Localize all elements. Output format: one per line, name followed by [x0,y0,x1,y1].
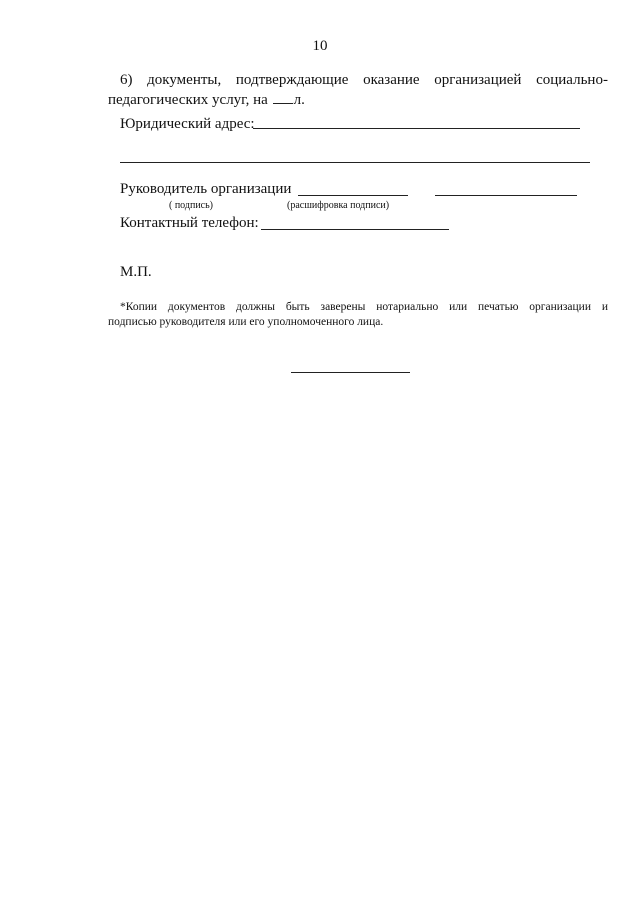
item6-line1 [120,72,608,89]
year-blank [273,91,293,104]
item6-word: подтверждающие [235,72,349,88]
signature-decoding-line [435,195,577,196]
end-separator-line [291,372,410,373]
legal-address-line [253,128,580,129]
legal-address-line-2 [120,162,590,163]
footnote-line1: *Копии документов должны быть заверены нотариально или печатью организации и [120,301,608,313]
item6-line2 [108,91,305,109]
item6-word: организацией [434,72,522,88]
phone-line [261,229,449,230]
item6-prefix: педагогических услуг, на [108,92,272,108]
item6-word: социально- [536,72,608,88]
item6-word: 6) [120,72,133,88]
item6-suffix: л. [293,92,305,108]
item6-word: оказание [363,72,420,88]
signature-caption: ( подпись) [169,200,214,211]
stamp-label: М.П. [120,264,152,280]
legal-address-label: Юридический адрес: [120,116,255,132]
phone-label: Контактный телефон: [120,215,259,231]
item6-word: документы, [147,72,222,88]
footnote-line2: подписью руководителя или его уполномоченного лица. [108,316,384,328]
decoding-caption: (расшифровка подписи) [287,200,390,211]
signature-line [298,195,408,196]
page-number: 10 [312,38,328,54]
head-label: Руководитель организации [120,181,292,197]
